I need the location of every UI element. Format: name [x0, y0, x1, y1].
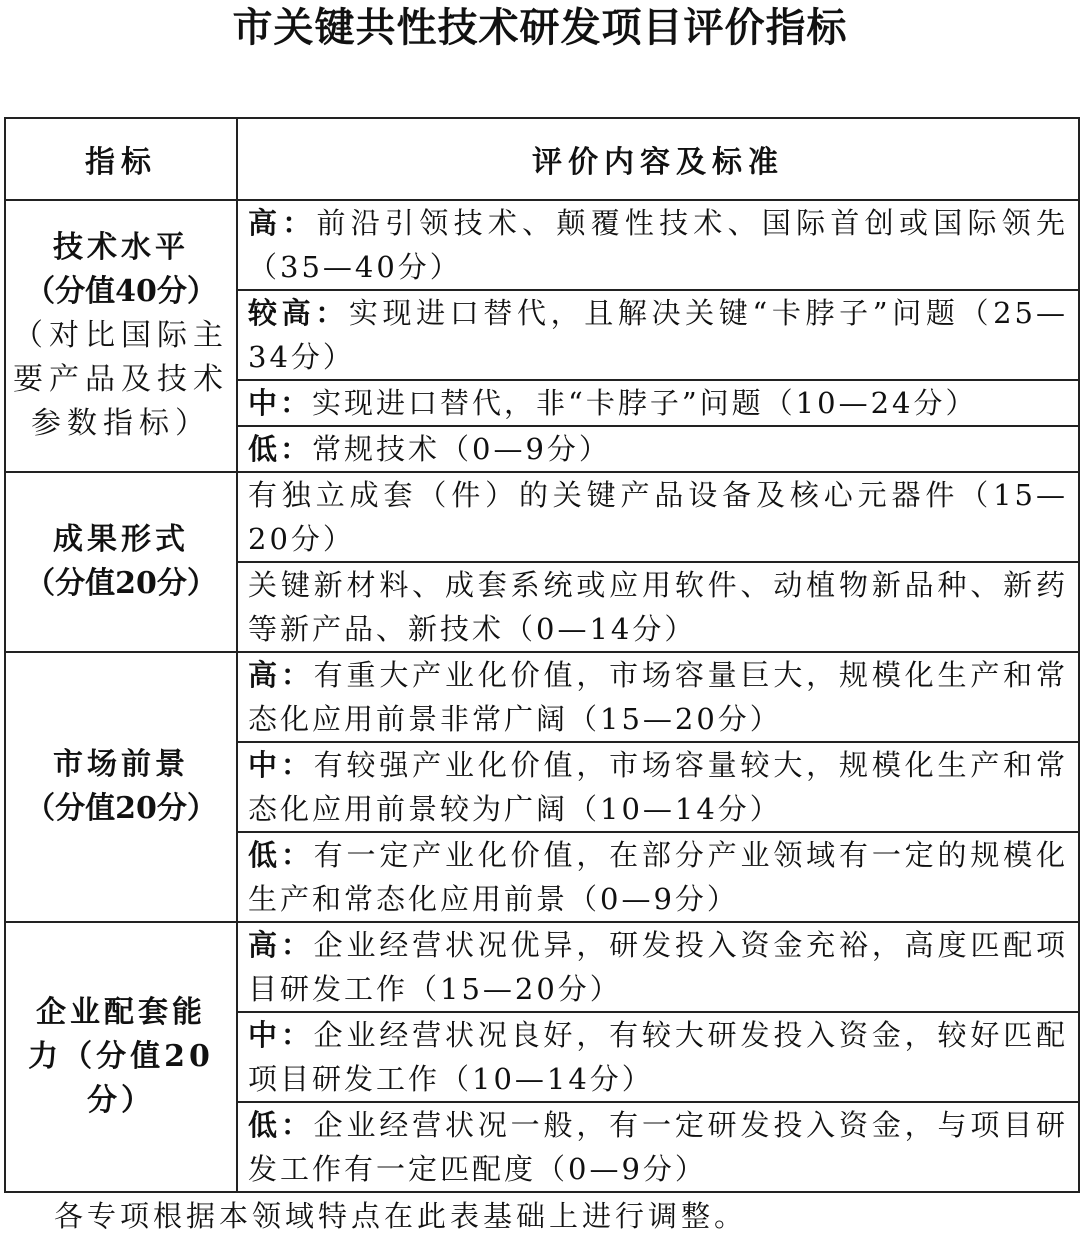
- indicator-score: （分值20分）: [25, 566, 217, 601]
- criteria-cell: [237, 562, 1079, 652]
- indicator-name: 市场前景: [53, 747, 189, 782]
- footnote: 各专项根据本领域特点在此表基础上进行调整。: [54, 1199, 748, 1233]
- criteria-text: 实现进口替代，非“卡脖子”问题（10—24分）: [312, 386, 978, 420]
- table-header-row: [5, 118, 1079, 200]
- criteria-level: 高：: [248, 206, 317, 240]
- criteria-text: 有一定产业化价值，在部分产业领域有一定的规模化生产和常态化应用前景（0—9分）: [248, 838, 1068, 916]
- indicator-cell: [5, 472, 237, 652]
- criteria-text: 有独立成套（件）的关键产品设备及核心元器件（15—20分）: [248, 478, 1068, 556]
- criteria-level: 低：: [248, 432, 313, 466]
- indicator-cell: [5, 922, 237, 1192]
- criteria-text: 企业经营状况良好，有较大研发投入资金，较好匹配项目研发工作（10—14分）: [248, 1018, 1068, 1096]
- criteria-text: 企业经营状况优异，研发投入资金充裕，高度匹配项目研发工作（15—20分）: [248, 928, 1068, 1006]
- criteria-cell: [237, 1102, 1079, 1192]
- criteria-cell: [237, 290, 1079, 380]
- table-row: [5, 200, 1079, 290]
- criteria-level: 较高：: [248, 296, 349, 330]
- table-row: [5, 922, 1079, 1012]
- evaluation-table: [4, 117, 1080, 1193]
- table-row: [5, 472, 1079, 562]
- indicator-name: 技术水平: [53, 230, 189, 265]
- table-row: [5, 652, 1079, 742]
- criteria-text: 前沿引领技术、颠覆性技术、国际首创或国际领先（35—40分）: [248, 206, 1068, 284]
- page-title: 市关键共性技术研发项目评价指标: [232, 4, 848, 51]
- header-indicator: 指标: [5, 118, 237, 200]
- criteria-text: 常规技术（0—9分）: [312, 432, 611, 466]
- criteria-cell: [237, 652, 1079, 742]
- criteria-cell: [237, 832, 1079, 922]
- criteria-cell: [237, 380, 1079, 426]
- criteria-level: 低：: [248, 838, 314, 872]
- indicator-cell: [5, 200, 237, 472]
- criteria-cell: [237, 200, 1079, 290]
- criteria-text: 实现进口替代，且解决关键“卡脖子”问题（25—34分）: [248, 296, 1068, 374]
- indicator-score: （分值40分）: [25, 274, 217, 309]
- criteria-level: 低：: [248, 1108, 314, 1142]
- criteria-level: 高：: [248, 658, 314, 692]
- criteria-cell: [237, 426, 1079, 472]
- indicator-note: （对比国际主要产品及技术参数指标）: [13, 318, 229, 441]
- criteria-level: 中：: [248, 748, 314, 782]
- criteria-cell: [237, 1012, 1079, 1102]
- indicator-score: （分值20分）: [25, 791, 217, 826]
- criteria-level: 中：: [248, 386, 313, 420]
- criteria-text: 有重大产业化价值，市场容量巨大，规模化生产和常态化应用前景非常广阔（15—20分）: [248, 658, 1068, 736]
- criteria-text: 关键新材料、成套系统或应用软件、动植物新品种、新药等新产品、新技术（0—14分）: [248, 568, 1068, 646]
- criteria-cell: [237, 472, 1079, 562]
- indicator-cell: [5, 652, 237, 922]
- criteria-cell: [237, 922, 1079, 1012]
- criteria-text: 企业经营状况一般，有一定研发投入资金，与项目研发工作有一定匹配度（0—9分）: [248, 1108, 1068, 1186]
- criteria-level: 高：: [248, 928, 314, 962]
- header-criteria: 评价内容及标准: [237, 118, 1079, 200]
- criteria-cell: [237, 742, 1079, 832]
- criteria-level: 中：: [248, 1018, 314, 1052]
- criteria-text: 有较强产业化价值，市场容量较大，规模化生产和常态化应用前景较为广阔（10—14分）: [248, 748, 1068, 826]
- indicator-name: 企业配套能力（分值20分）: [28, 995, 214, 1118]
- indicator-name: 成果形式: [53, 522, 189, 557]
